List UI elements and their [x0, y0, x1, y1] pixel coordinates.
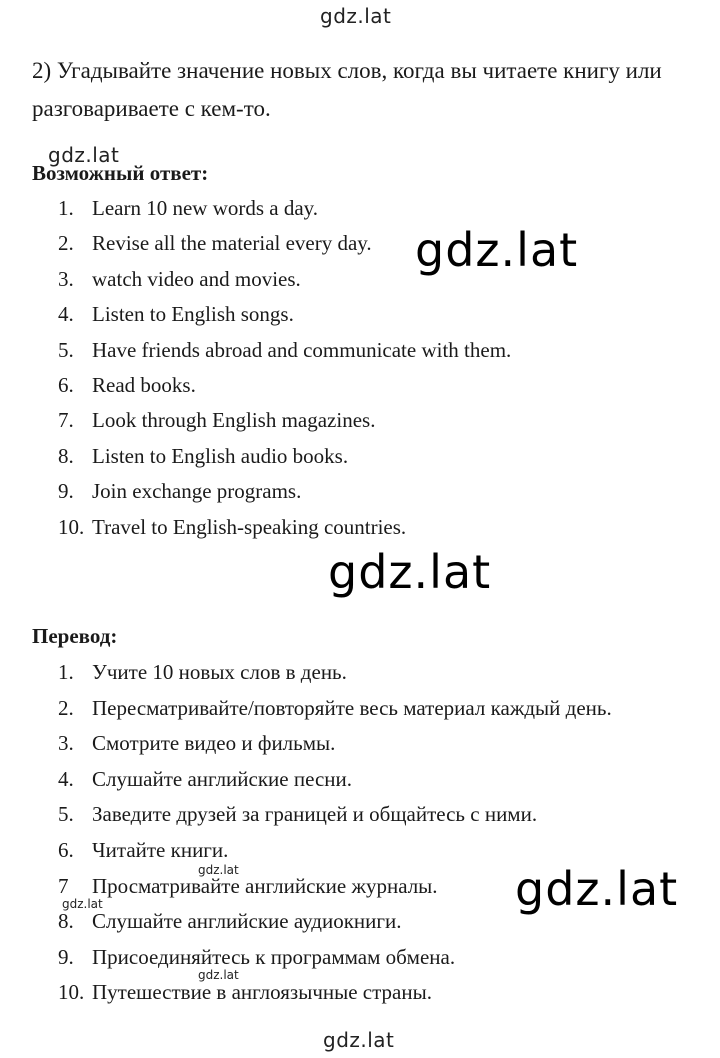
watermark-tiny-1: gdz.lat	[198, 863, 239, 877]
item-number: 2.	[58, 695, 74, 720]
task-text: 2) Угадывайте значение новых слов, когда вы читаете книгу или разговариваете с кем-то.	[32, 58, 662, 121]
item-text: Учите 10 новых слов в день.	[92, 660, 347, 684]
list-item	[58, 333, 511, 368]
list-item	[58, 510, 511, 545]
list-item	[58, 726, 612, 762]
item-number: 9.	[58, 944, 74, 969]
item-text: Look through English magazines.	[92, 408, 376, 433]
watermark-large-2: gdz.lat	[328, 545, 492, 599]
list-item	[58, 655, 612, 691]
item-text: Присоединяйтесь к программам обмена.	[92, 944, 456, 969]
list-item	[58, 368, 511, 403]
watermark-large-1: gdz.lat	[415, 223, 579, 277]
item-number: 9.	[58, 479, 74, 504]
item-number: 6.	[58, 837, 74, 862]
list-item	[58, 940, 612, 976]
list-item	[58, 226, 511, 261]
answer-list	[58, 191, 511, 545]
watermark-left: gdz.lat	[48, 143, 120, 167]
translation-heading: Перевод:	[32, 624, 118, 648]
item-number: 6.	[58, 372, 74, 397]
list-item	[58, 439, 511, 474]
list-item	[58, 262, 511, 297]
list-item	[58, 904, 612, 940]
item-number: 3.	[58, 266, 74, 291]
list-item	[58, 403, 511, 438]
list-item	[58, 191, 511, 226]
item-text: Слушайте английские песни.	[92, 766, 352, 791]
item-text: Revise all the material every day.	[92, 231, 372, 256]
item-text: Смотрите видео и фильмы.	[92, 731, 336, 756]
item-number: 10.	[58, 514, 85, 539]
list-item	[58, 762, 612, 798]
item-text: Travel to English-speaking countries.	[92, 514, 407, 539]
item-number: 10.	[58, 980, 85, 1005]
item-text: Пересматривайте/повторяйте весь материал каждый день.	[92, 695, 612, 720]
watermark-tiny-3: gdz.lat	[198, 968, 239, 982]
item-number: 3.	[58, 731, 74, 756]
item-text: Просматривайте английские журналы.	[92, 873, 438, 898]
item-text: Listen to English audio books.	[92, 443, 349, 468]
item-text: Путешествие в англоязычные страны.	[92, 980, 432, 1005]
translation-list	[58, 655, 612, 1011]
list-item	[58, 297, 511, 332]
list-item	[58, 833, 612, 869]
item-number: 7.	[58, 408, 74, 433]
list-item	[58, 691, 612, 727]
list-item	[58, 975, 612, 1011]
item-number: 2.	[58, 231, 74, 256]
answer-heading: Возможный ответ:	[32, 161, 209, 185]
item-text: Join exchange programs.	[92, 479, 302, 504]
watermark-top: gdz.lat	[320, 4, 392, 28]
item-number: 4.	[58, 302, 74, 327]
item-text: Читайте книги.	[92, 837, 229, 862]
item-number: 5.	[58, 802, 74, 827]
item-number: 7	[58, 873, 69, 898]
item-number: 8.	[58, 909, 74, 934]
item-text: Listen to English songs.	[92, 302, 294, 327]
item-text: Learn 10 new words a day.	[92, 196, 319, 220]
item-number: 8.	[58, 443, 74, 468]
watermark-bottom: gdz.lat	[323, 1028, 395, 1052]
item-number: 1.	[58, 196, 74, 220]
item-text: Have friends abroad and communicate with them.	[92, 337, 512, 362]
list-item	[58, 474, 511, 509]
item-text: Заведите друзей за границей и общайтесь с ними.	[92, 802, 538, 827]
list-item	[58, 869, 612, 905]
item-number: 1.	[58, 660, 74, 684]
item-number: 5.	[58, 337, 74, 362]
watermark-large-3: gdz.lat	[515, 862, 679, 916]
item-number: 4.	[58, 766, 74, 791]
list-item	[58, 797, 612, 833]
item-text: Слушайте английские аудиокниги.	[92, 909, 402, 934]
item-text: watch video and movies.	[92, 266, 301, 291]
watermark-tiny-2: gdz.lat	[62, 897, 103, 911]
item-text: Read books.	[92, 372, 196, 397]
